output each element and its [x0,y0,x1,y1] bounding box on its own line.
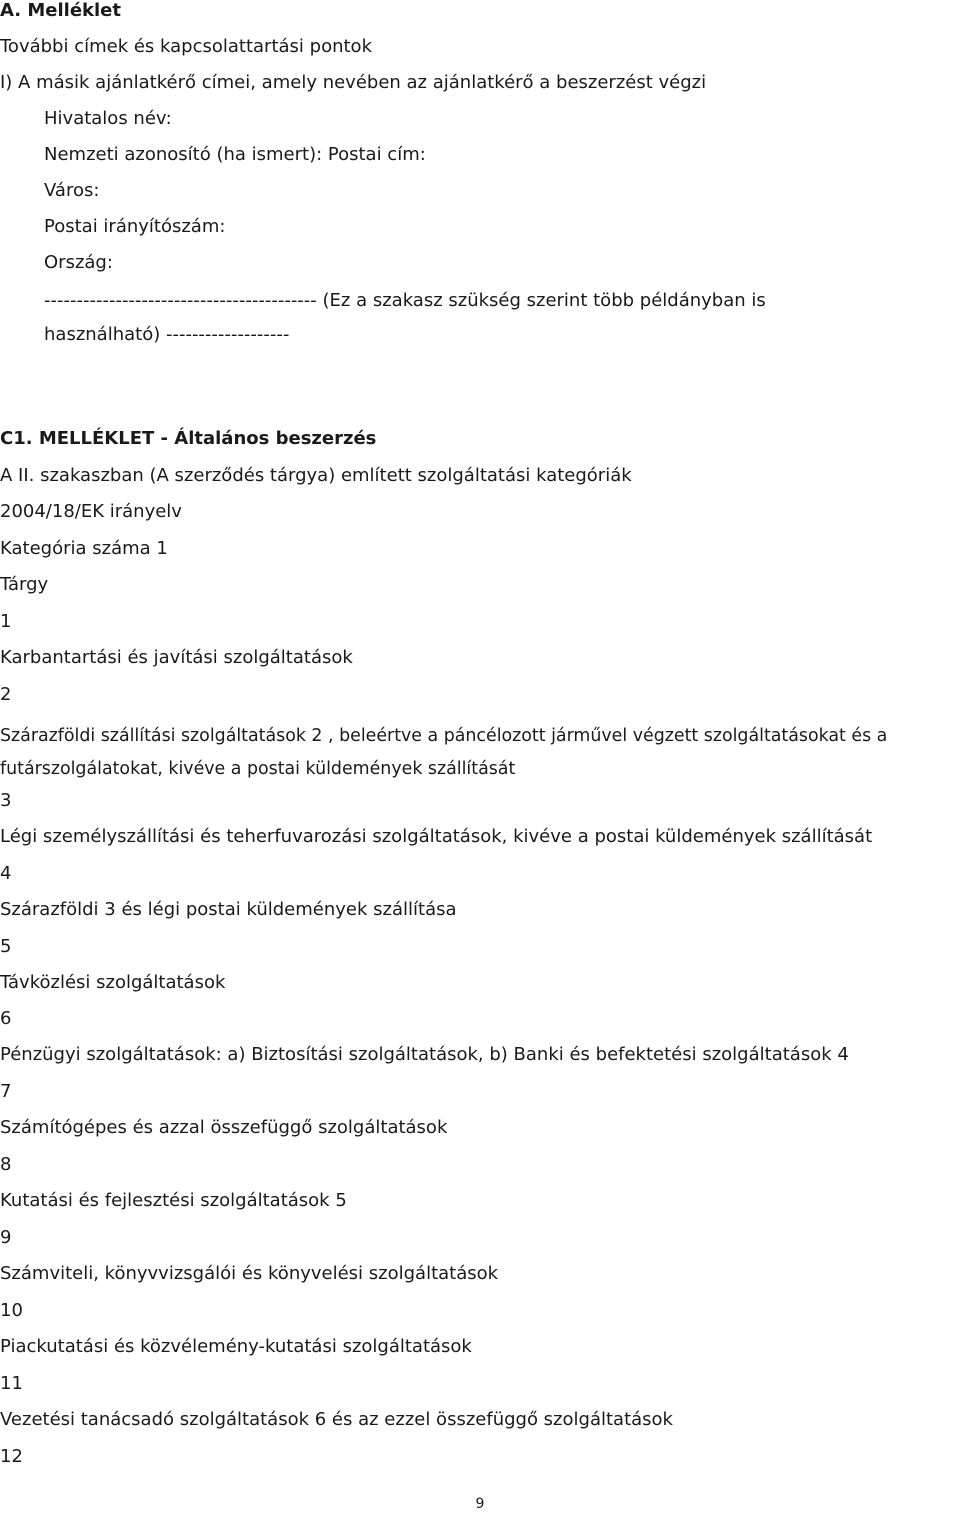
category-number: 10 [0,1300,23,1321]
category-number: 12 [0,1446,23,1467]
category-description: Pénzügyi szolgáltatások: a) Biztosítási szolgáltatások, b) Banki és befektetési szolgáltatások 4 [0,1044,849,1065]
national-id-postal-field: Nemzeti azonosító (ha ismert): Postai cím: [44,144,426,165]
postal-code-field: Postai irányítószám: [44,216,226,237]
section-heading: I) A másik ajánlatkérő címei, amely nevében az ajánlatkérő a beszerzést végzi [0,72,707,93]
annex-a-subtitle: További címek és kapcsolattartási pontok [0,36,372,57]
official-name-field: Hivatalos név: [44,108,172,129]
category-description: Számítógépes és azzal összefüggő szolgáltatások [0,1117,448,1138]
category-number: 1 [0,611,12,632]
category-number: 7 [0,1081,12,1102]
country-field: Ország: [44,252,113,273]
category-description: Vezetési tanácsadó szolgáltatások 6 és az ezzel összefüggő szolgáltatások [0,1409,673,1430]
annex-c1-title: C1. MELLÉKLET - Általános beszerzés [0,428,377,449]
category-number: 3 [0,790,12,811]
category-description: Szárazföldi 3 és légi postai küldemények szállítása [0,899,457,920]
category-description: Számviteli, könyvvizsgálói és könyvelési szolgáltatások [0,1263,499,1284]
category-number-label: Kategória száma 1 [0,538,168,559]
category-number: 6 [0,1008,12,1029]
category-description: Szárazföldi szállítási szolgáltatások 2 , beleértve a páncélozott járművel végzett szolgáltatásokat és a futárszolgálatokat, kivéve a postai küldemények szállítását [0,726,888,779]
repeat-note-line1: ------------------------------------------ (Ez a szakasz szükség szerint több példányban is [44,290,766,311]
category-number: 4 [0,863,12,884]
category-number: 5 [0,936,12,957]
city-field: Város: [44,180,100,201]
category-description: Távközlési szolgáltatások [0,972,226,993]
annex-a-title: A. Melléklet [0,0,121,21]
repeat-note-line2: használható) ------------------- [44,324,290,345]
category-number: 2 [0,684,12,705]
category-number: 11 [0,1373,23,1394]
category-number: 8 [0,1154,12,1175]
category-number: 9 [0,1227,12,1248]
category-description: Kutatási és fejlesztési szolgáltatások 5 [0,1190,347,1211]
subject-label: Tárgy [0,574,49,595]
page-number: 9 [475,1496,485,1512]
category-description: Piackutatási és közvélemény-kutatási szolgáltatások [0,1336,472,1357]
annex-c1-intro: A II. szakaszban (A szerződés tárgya) említett szolgáltatási kategóriák [0,465,632,486]
directive-label: 2004/18/EK irányelv [0,501,182,522]
category-description: Légi személyszállítási és teherfuvarozási szolgáltatások, kivéve a postai küldemények szállítását [0,826,873,847]
category-description: Karbantartási és javítási szolgáltatások [0,647,353,668]
